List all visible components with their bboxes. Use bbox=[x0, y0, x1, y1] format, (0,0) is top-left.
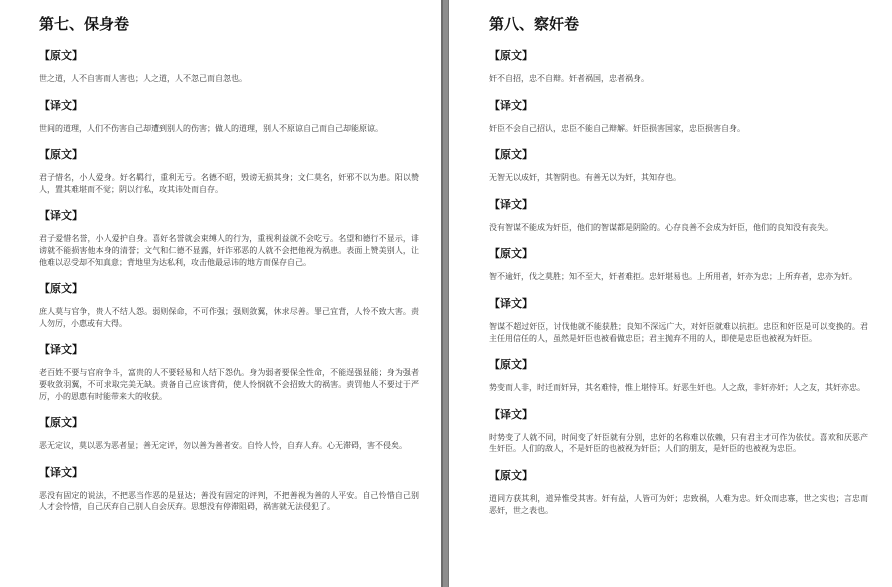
text-block bbox=[489, 408, 868, 455]
section-heading: 【原文】 bbox=[489, 49, 533, 62]
section-heading: 【原文】 bbox=[489, 468, 533, 482]
section-heading: 【译文】 bbox=[489, 197, 533, 211]
section-heading: 【原文】 bbox=[489, 148, 533, 162]
section-text: 老百姓不要与官府争斗，富贵的人不要轻易和人结下怨仇。身为弱者要保全性命，不能逞强显能；身为强者要收敛羽翼，不可求取完美无缺。责备自己应该背荷，使人怜悯就不会招致大的祸害。责罚他人不要过于严厉，小的恩惠有时能带来大的收获。 bbox=[39, 368, 419, 401]
section-heading: 【原文】 bbox=[489, 358, 533, 372]
section-text: 奸不自招，忠不自辩。奸者祸国，忠者祸身。 bbox=[489, 74, 649, 83]
section-text: 庶人莫与官争，贵人不结人怨。弱则保命，不可作强；强则敛翼，休求尽善。罪己宜背，人怜不致大害。责人勿厉，小惠或有大得。 bbox=[39, 307, 419, 328]
text-block bbox=[39, 209, 419, 268]
section-heading: 【原文】 bbox=[489, 247, 533, 261]
text-block bbox=[39, 466, 419, 513]
section-text: 恶没有固定的说法，不把恶当作恶的是显达；善没有固定的评判，不把善视为善的人平安。自己怜惜自己别人才会怜惜，自己厌弃自己别人自会厌弃。思想没有停滞阻碍，祸害就无法侵犯了。 bbox=[39, 490, 419, 512]
section-text: 智不逾奸，伐之莫胜；知不至大，奸者难拒。忠奸堪易也。上所用者，奸亦为忠；上所弃者，忠亦为奸。 bbox=[489, 272, 857, 282]
text-block bbox=[39, 99, 419, 135]
text-block bbox=[489, 198, 868, 234]
page-left bbox=[0, 0, 441, 587]
text-block bbox=[489, 49, 868, 85]
text-block bbox=[39, 416, 419, 452]
section-heading: 【原文】 bbox=[39, 416, 83, 430]
chapter-title: 第七、保身卷 bbox=[39, 15, 130, 33]
section-heading: 【译文】 bbox=[489, 296, 533, 310]
text-block bbox=[489, 297, 868, 344]
section-heading: 【原文】 bbox=[39, 148, 83, 162]
section-text: 世之道，人不自害而人害也；人之道，人不忽己而自忽也。 bbox=[39, 74, 247, 83]
text-block bbox=[489, 148, 868, 184]
page-divider bbox=[441, 0, 449, 587]
section-text: 没有智谋不能成为奸臣，他们的智谋都是阴险的。心存良善不会成为奸臣，他们的良知没有丧失。 bbox=[489, 222, 833, 232]
section-text: 时势变了人就不同，时间变了奸臣就有分别，忠奸的名称难以依赖，只有君主才可作为依仗。喜欢和厌恶产生奸臣。人们的敌人，不是奸臣的也被视为奸臣；人们的朋友，是奸臣的也被视为忠臣。 bbox=[489, 432, 868, 454]
section-heading: 【译文】 bbox=[489, 407, 533, 421]
text-block bbox=[39, 148, 419, 195]
section-heading: 【原文】 bbox=[39, 282, 83, 296]
section-text: 恶无定议，莫以恶为恶者显；善无定评，勿以善为善者安。自怜人怜，自弃人弃。心无滞碍，害不侵矣。 bbox=[39, 441, 407, 451]
section-text: 势变而人非，时迁而奸异，其名难恃，惟上堪恃耳。好恶生奸也。人之敌，非奸亦奸；人之友，其奸亦忠。 bbox=[489, 383, 865, 393]
text-block bbox=[489, 469, 868, 516]
section-heading: 【译文】 bbox=[489, 98, 533, 112]
section-text: 君子惜名，小人爱身。好名羁行，重利无亏。名德不昭，毁谤无损其身；文仁莫名，奸邪不以为患。阳以赞人，置其难堪而不觉；阴以行私，攻其讳处而自存。 bbox=[39, 173, 419, 194]
text-block bbox=[39, 282, 419, 329]
page-right bbox=[449, 0, 892, 587]
section-heading: 【译文】 bbox=[39, 98, 83, 112]
chapter-title: 第八、察奸卷 bbox=[489, 15, 580, 33]
text-block bbox=[39, 49, 419, 85]
section-text: 道同方获其利，道异惟受其害。奸有益，人皆可为奸；忠致祸，人难为忠。奸众而忠寡，世之实也；言忠而恶奸，世之表也。 bbox=[489, 493, 868, 515]
section-heading: 【原文】 bbox=[39, 49, 83, 62]
text-block bbox=[489, 358, 868, 394]
text-block bbox=[489, 247, 868, 283]
section-text: 智谋不超过奸臣，讨伐他就不能获胜；良知不深远广大，对奸臣就难以抗拒。忠臣和奸臣是可以变换的。君主任用信任的人，虽然是奸臣也被看做忠臣；君主抛弃不用的人，即使是忠臣也被视为奸臣。 bbox=[489, 321, 868, 343]
text-block bbox=[489, 99, 868, 135]
section-heading: 【译文】 bbox=[39, 343, 83, 357]
section-heading: 【译文】 bbox=[39, 465, 83, 479]
section-heading: 【译文】 bbox=[39, 209, 83, 223]
section-text: 世间的道理，人们不伤害自己却遭到别人的伤害；做人的道理，别人不原谅自己而自己却能原谅。 bbox=[39, 123, 383, 133]
section-text: 奸臣不会自己招认，忠臣不能自己辩解。奸臣损害国家，忠臣损害自身。 bbox=[489, 123, 745, 133]
text-block bbox=[39, 343, 419, 402]
section-text: 君子爱惜名誉，小人爱护自身。喜好名誉就会束缚人的行为，重视利益就不会吃亏。名望和德行不显示，诽谤就不能损害他本身的清誉；文气和仁德不显露，奸诈邪恶的人就不会把他视为祸患。表面上赞美别人，让他难以忍受却不知真意；背地里为达私利，攻击他最忌讳的地方而保存自己。 bbox=[39, 234, 419, 267]
section-text: 无智无以成奸，其智阴也。有善无以为奸，其知存也。 bbox=[489, 173, 681, 183]
